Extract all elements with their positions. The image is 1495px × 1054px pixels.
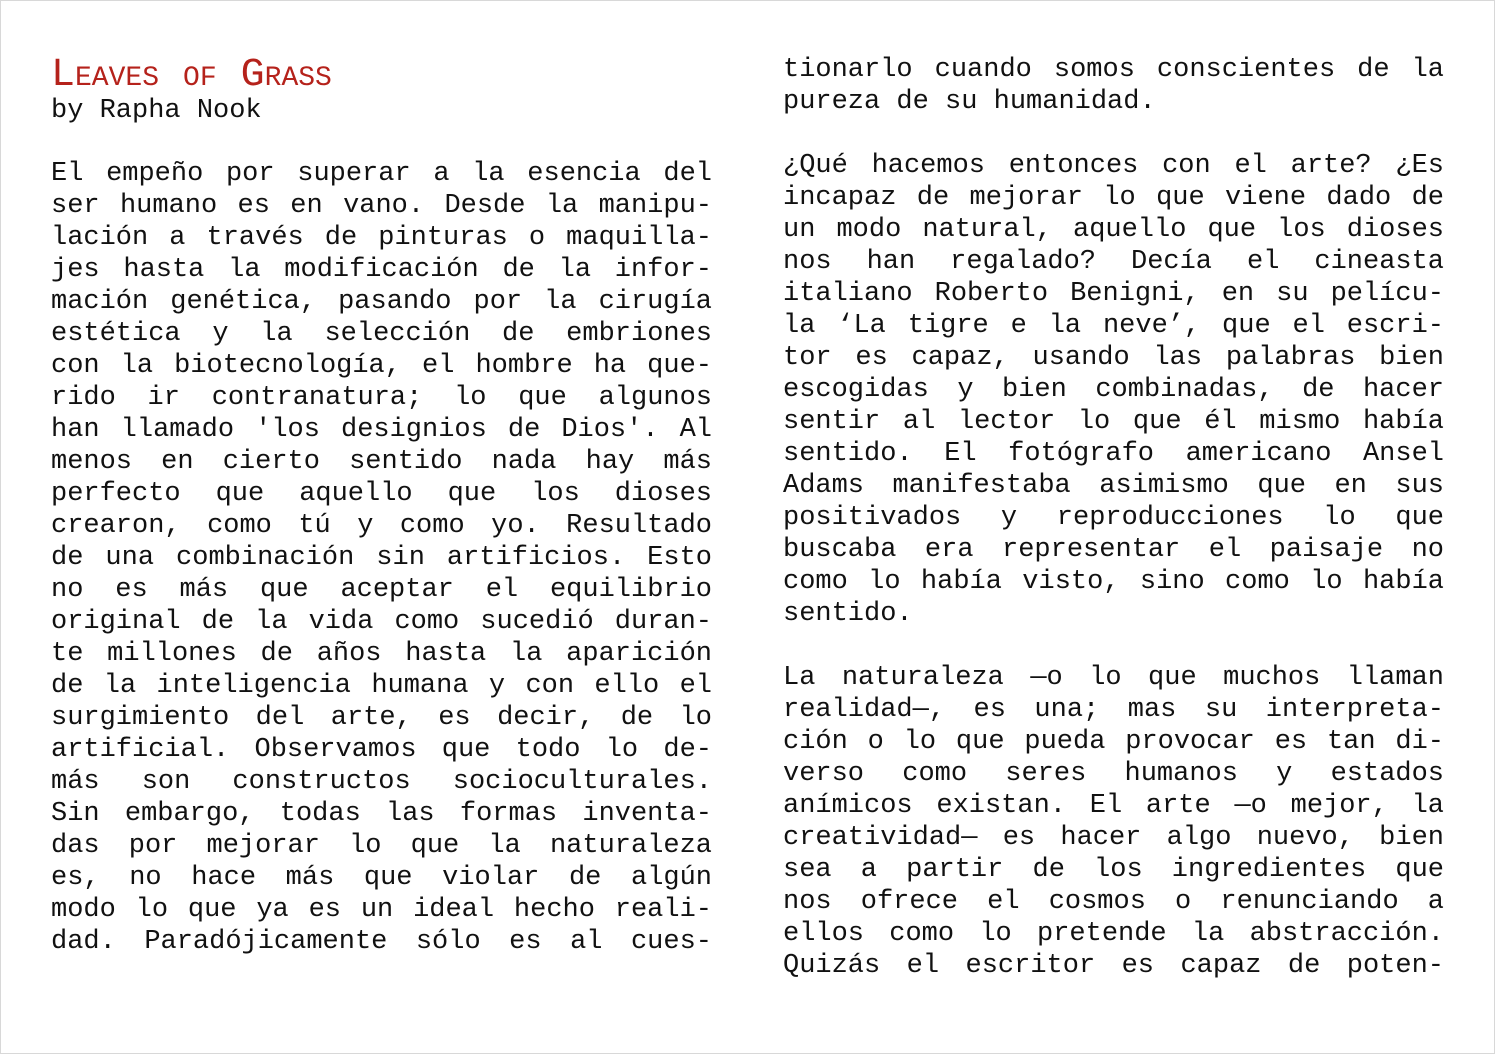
- text-line: de una combinación sin artificios. Esto: [51, 543, 712, 573]
- text-line: incapaz de mejorar lo que viene dado de: [783, 183, 1444, 213]
- text-line: como lo había visto, sino como lo había: [783, 567, 1444, 597]
- text-line: realidad—, es una; mas su interpreta-: [783, 695, 1444, 725]
- text-line: verso como seres humanos y estados: [783, 759, 1444, 789]
- text-line: Quizás el escritor es capaz de poten-: [783, 951, 1444, 981]
- text-line: sea a partir de los ingredientes que: [783, 855, 1444, 885]
- text-column-left: [51, 158, 712, 958]
- text-line: modo lo que ya es un ideal hecho reali-: [51, 895, 712, 925]
- text-line: perfecto que aquello que los dioses: [51, 479, 712, 509]
- text-line: nos ofrece el cosmos o renunciando a: [783, 887, 1444, 917]
- text-line: buscaba era representar el paisaje no: [783, 535, 1444, 565]
- article-title: Leaves of Grass: [51, 53, 332, 98]
- text-line: italiano Roberto Benigni, en su pelícu-: [783, 279, 1444, 309]
- text-line: un modo natural, aquello que los dioses: [783, 215, 1444, 245]
- text-line: original de la vida como sucedió duran-: [51, 607, 712, 637]
- text-line: surgimiento del arte, es decir, de lo: [51, 703, 712, 733]
- text-line: más son constructos socioculturales.: [51, 767, 712, 797]
- text-line: Adams manifestaba asimismo que en sus: [783, 471, 1444, 501]
- text-line: artificial. Observamos que todo lo de-: [51, 735, 712, 765]
- text-line: dad. Paradójicamente sólo es al cues-: [51, 927, 712, 957]
- text-line: crearon, como tú y como yo. Resultado: [51, 511, 712, 541]
- text-line: nos han regalado? Decía el cineasta: [783, 247, 1444, 277]
- text-line: rido ir contranatura; lo que algunos: [51, 383, 712, 413]
- text-line: estética y la selección de embriones: [51, 319, 712, 349]
- text-line: te millones de años hasta la aparición: [51, 639, 712, 669]
- text-line: la ‘La tigre e la neve’, que el escri-: [783, 311, 1444, 341]
- paragraph: [783, 54, 1444, 118]
- text-line: tionarlo cuando somos conscientes de la: [783, 55, 1444, 85]
- text-line: ¿Qué hacemos entonces con el arte? ¿Es: [783, 151, 1444, 181]
- text-line: con la biotecnología, el hombre ha que-: [51, 351, 712, 381]
- text-line: sentido.: [783, 599, 913, 629]
- paragraph: [783, 662, 1444, 982]
- text-line: sentir al lector lo que él mismo había: [783, 407, 1444, 437]
- article-byline: by Rapha Nook: [51, 96, 262, 126]
- text-line: han llamado 'los designios de Dios'. Al: [51, 415, 712, 445]
- text-line: La naturaleza —o lo que muchos llaman: [783, 663, 1444, 693]
- paragraph: [783, 150, 1444, 630]
- text-line: escogidas y bien combinadas, de hacer: [783, 375, 1444, 405]
- text-line: ción o lo que pueda provocar es tan di-: [783, 727, 1444, 757]
- text-line: positivados y reproducciones lo que: [783, 503, 1444, 533]
- text-line: ser humano es en vano. Desde la manipu-: [51, 191, 712, 221]
- text-line: lación a través de pinturas o maquilla-: [51, 223, 712, 253]
- text-column-right: [783, 54, 1444, 982]
- text-line: es, no hace más que violar de algún: [51, 863, 712, 893]
- text-line: ellos como lo pretende la abstracción.: [783, 919, 1444, 949]
- text-line: pureza de su humanidad.: [783, 87, 1156, 117]
- text-line: anímicos existan. El arte —o mejor, la: [783, 791, 1444, 821]
- text-line: das por mejorar lo que la naturaleza: [51, 831, 712, 861]
- text-line: de la inteligencia humana y con ello el: [51, 671, 712, 701]
- text-line: Sin embargo, todas las formas inventa-: [51, 799, 712, 829]
- text-line: jes hasta la modificación de la infor-: [51, 255, 712, 285]
- text-line: sentido. El fotógrafo americano Ansel: [783, 439, 1444, 469]
- text-line: no es más que aceptar el equilibrio: [51, 575, 712, 605]
- text-line: El empeño por superar a la esencia del: [51, 159, 712, 189]
- paragraph: [51, 158, 712, 958]
- text-line: mación genética, pasando por la cirugía: [51, 287, 712, 317]
- text-line: tor es capaz, usando las palabras bien: [783, 343, 1444, 373]
- text-line: creatividad— es hacer algo nuevo, bien: [783, 823, 1444, 853]
- text-line: menos en cierto sentido nada hay más: [51, 447, 712, 477]
